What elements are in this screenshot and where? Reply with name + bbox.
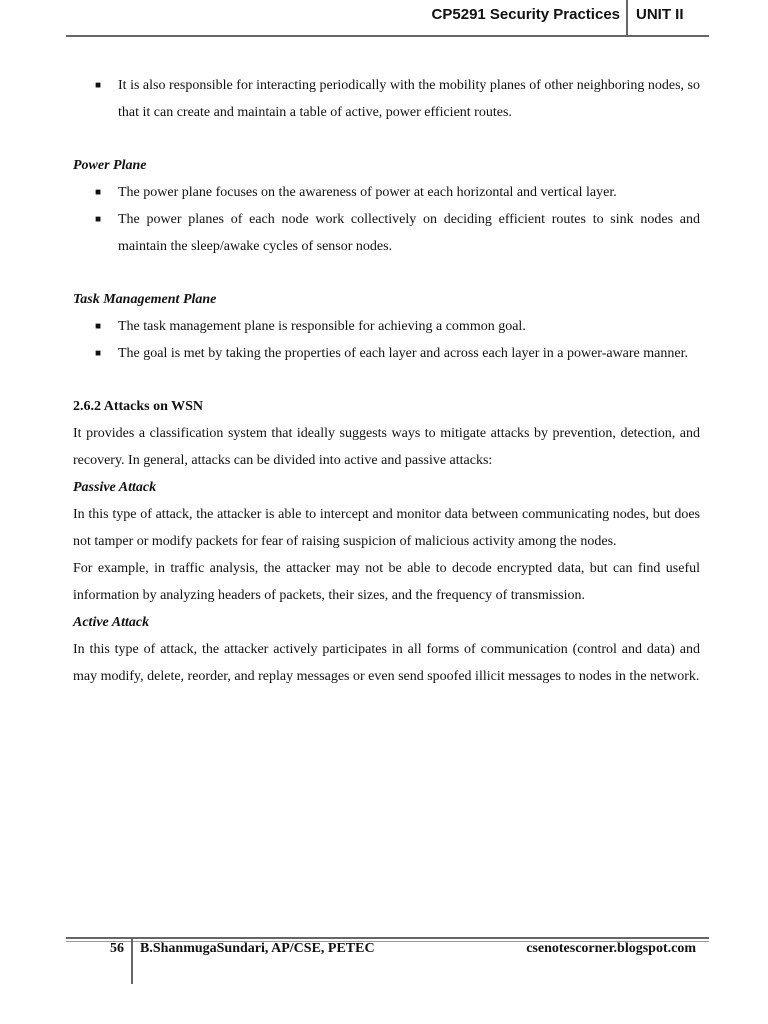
page-content (73, 72, 700, 690)
passive-attack-heading: Passive Attack (73, 480, 157, 495)
bullet-icon: ■ (95, 80, 102, 91)
header-rule (66, 35, 709, 37)
list-item: ■ The goal is met by taking the properties of each layer and across each layer in a power-aware manner. (73, 340, 700, 367)
list-item: ■ The power planes of each node work collectively on deciding efficient routes to sink nodes and maintain the sleep/awake cycles of sensor nodes. (73, 206, 700, 260)
passive-attack-paragraph-2: For example, in traffic analysis, the attacker may not be able to decode encrypted data, but can find useful information by analyzing headers of packets, their sizes, and the frequency of transmission. (73, 561, 700, 603)
active-attack-heading: Active Attack (73, 615, 150, 630)
attacks-heading: 2.6.2 Attacks on WSN (73, 399, 204, 414)
passive-attack-paragraph-1: In this type of attack, the attacker is able to intercept and monitor data between communicating nodes, but does not tamper or modify packets for fear of raising suspicion of malicious activity among the nodes. (73, 507, 700, 549)
power-plane-heading: Power Plane (73, 158, 147, 173)
header-divider (626, 0, 628, 36)
list-item: ■ The task management plane is responsible for achieving a common goal. (73, 313, 700, 340)
task-plane-heading: Task Management Plane (73, 292, 217, 307)
page-header (0, 0, 768, 36)
intro-bullet-list (73, 72, 700, 126)
page-number: 56 (110, 941, 124, 956)
footer-site: csenotescorner.blogspot.com (526, 941, 696, 956)
header-title: CP5291 Security Practices (431, 6, 620, 23)
task-plane-bullet-list (73, 313, 700, 367)
list-item: ■ The power plane focuses on the awareness of power at each horizontal and vertical layer. (73, 179, 700, 206)
bullet-icon: ■ (95, 348, 102, 359)
active-attack-paragraph-1: In this type of attack, the attacker actively participates in all forms of communication (control and data) and may modify, delete, reorder, and replay messages or even send spoofed illicit messages to nodes in the network. (73, 642, 700, 684)
bullet-icon: ■ (95, 214, 102, 225)
footer-author: B.ShanmugaSundari, AP/CSE, PETEC (140, 941, 375, 956)
list-item: ■ It is also responsible for interacting periodically with the mobility planes of other neighboring nodes, so that it can create and maintain a table of active, power efficient routes. (73, 72, 700, 126)
footer-divider (131, 938, 133, 984)
bullet-icon: ■ (95, 187, 102, 198)
power-plane-bullet-list (73, 179, 700, 260)
header-unit: UNIT II (636, 6, 684, 23)
bullet-icon: ■ (95, 321, 102, 332)
footer-rule (66, 937, 709, 939)
attacks-intro: It provides a classification system that ideally suggests ways to mitigate attacks by prevention, detection, and recovery. In general, attacks can be divided into active and passive attacks: (73, 426, 700, 468)
